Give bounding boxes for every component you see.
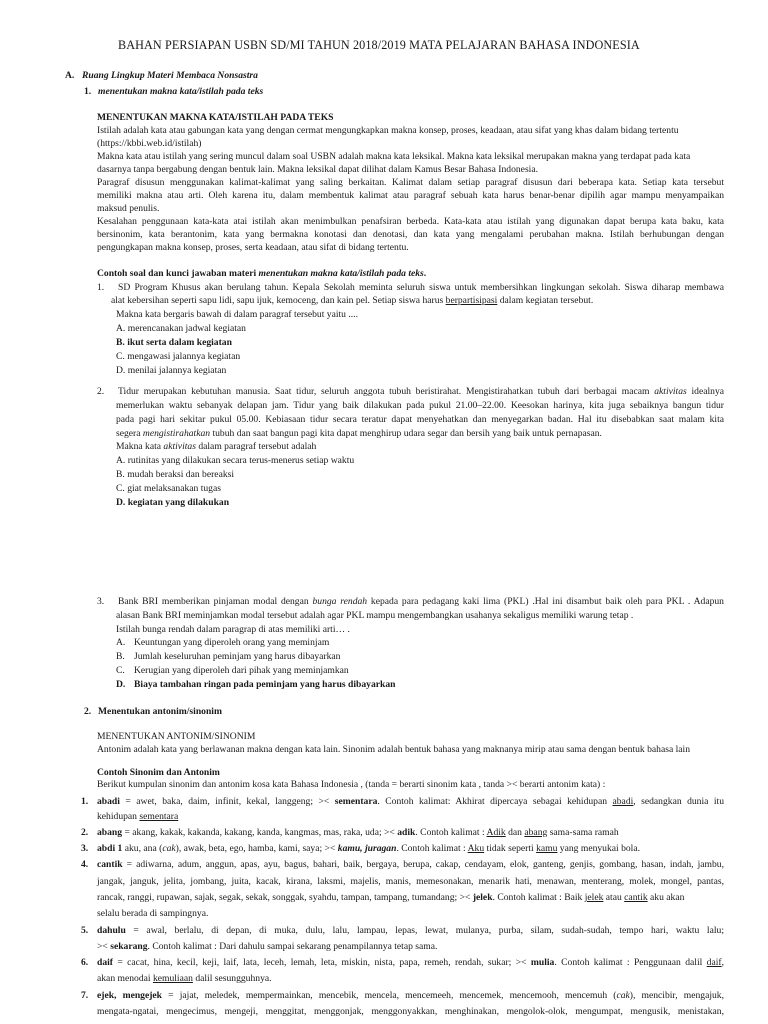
list-item-continued [97,892,684,904]
question-1-text: alat kebersihan seperti sapu lidi, sapu ijuk, kemoceng, dan kain pel. Setiap siswa harus [111,295,446,306]
list-item [97,957,724,969]
item-1-marker: 1. [84,86,92,97]
list-item [97,843,640,855]
question-3-option-c-letter: C. [116,665,125,676]
synonyms: aku, ana ( [122,843,163,854]
question-3-option-d-letter: D. [116,679,126,690]
underlined-term: abang [524,827,548,838]
question-2-option-a: A. rutinitas yang dilakukan secara terus-menerus setiap waktu [116,455,355,466]
question-2-option-c: C. giat melaksanakan tugas [116,483,221,494]
example: aku akan [647,892,685,903]
question-1-prompt: Makna kata bergaris bawah di dalam paragraf tersebut yaitu .... [116,309,358,320]
paragraph-line: Kesalahan penggunaan kata-kata atai istilah akan menimbulkan penafsiran berbeda. Kata-kata atau istilah yang digunakan dapat berupa kata baku, kata [97,216,724,227]
question-2-number: 2. [97,386,105,397]
example: . Contoh kalimat : Penggunaan dalil [554,957,707,968]
section-a-marker: A. [65,70,75,81]
example: . Contoh kalimat : [415,827,487,838]
examples-heading-lead: Contoh soal dan kunci jawaban materi [97,268,259,279]
question-2-line: memerlukan waktu sebanyak delapan jam. Tidur yang baik dilakukan pada pukul 21.00–22.00. Keesokan harinya, kita juga sebaiknya bangun tidur [116,400,724,411]
list-item-number: 2. [81,827,89,838]
question-2-text: Makna kata [116,441,164,452]
italic-term: cak [162,843,176,854]
underlined-term: kemuliaan [152,973,193,984]
italic-term: aktivitas [654,386,687,397]
list-item [97,925,724,937]
italic-term: mengistirahatkan [142,428,211,439]
definition: Antonim adalah kata yang berlawanan makna dengan kata lain. Sinonim adalah bentuk bahasa yang maknanya mirip atau sama dengan bentuk bahasa lain [97,744,691,755]
question-1-option-a: A. merencanakan jadwal kegiatan [116,323,246,334]
question-3-text: Bank BRI memberikan pinjaman modal dengan [118,596,313,607]
question-3-option-d-answer: Biaya tambahan ringan pada peminjam yang harus dibayarkan [134,679,396,690]
list-item-continued: jangak, janguk, jelita, jombang, juita, kacak, kirana, laksmi, majelis, manis, memesonakan, menarik hati, menawan, menterang, molek, mongel, pantas, [97,876,724,887]
underlined-term: jelek [584,892,604,903]
question-1-text: dalam kegiatan tersebut. [497,295,594,306]
italic-term: bunga rendah [312,596,368,607]
synonyms: rancak, ranggi, rupawan, sajak, segak, sekak, songgak, syahdu, tampan, tampang, tumandang; >< [97,892,473,903]
question-2-line: pada pagi hari sekitar pukul 05.00. Kebiasaan tidur secara teratur dapat menyehatkan dan menyegarkan badan. Hal itu disebabkan saat malam kita [116,414,724,425]
question-3-option-a-letter: A. [116,637,126,648]
section-2-title: MENENTUKAN ANTONIM/SINONIM [97,731,256,742]
underlined-term: Aku [467,843,485,854]
question-2-option-b: B. mudah beraksi dan bereaksi [116,469,235,480]
example: yang menyukai bola. [557,843,640,854]
list-item [97,859,724,871]
list-item-continued [97,973,272,985]
underlined-term: kamu [536,843,558,854]
headword: abang [97,827,123,838]
paragraph-line: (https://kbbi.web.id/istilah) [97,138,202,149]
example: , [721,957,724,968]
question-2-text: segera [116,428,143,439]
question-2-text: Tidur merupakan kebutuhan manusia. Saat tidur, seluruh anggota tubuh beristirahat. Mengistirahatkan tubuh dari berbagai macam [118,386,655,397]
question-2-text: dalam paragraf tersebut adalah [195,441,317,452]
list-item [97,796,724,808]
synonyms: ), mencibir, mengajuk, [629,990,725,1001]
item-2-marker: 2. [84,706,92,717]
question-1-number: 1. [97,282,105,293]
question-1-option-d: D. menilai jalannya kegiatan [116,365,227,376]
question-2-line [118,386,724,398]
synonyms: = jajat, meledek, mempermainkan, mencebik, mencela, mencemeeh, mencemek, mencemooh, mencemuh ( [162,990,617,1001]
antonym: jelek [472,892,493,903]
synonyms: = cacat, hina, kecil, keji, laif, lata, leceh, lemah, leta, miskin, nista, papa, remeh, rendah, sukar; >< [113,957,531,968]
list-item-continued [97,941,437,953]
antonym: sekarang [110,941,148,952]
antonym: kamu, juragan [337,843,397,854]
paragraph-line: Paragraf disusun menggunakan kalimat-kalimat yang saling berkaitan. Kalimat dalam setiap paragraf disusun dari beberapa kata. Setiap kata tersebut [97,177,724,188]
headword: cantik [97,859,123,870]
question-2-line [116,428,602,440]
list-item-continued: selalu berada di sampingnya. [97,908,209,919]
underlined-term: cantik [624,892,648,903]
list-item-number: 5. [81,925,89,936]
question-3-line [118,596,724,608]
section-1-title: MENENTUKAN MAKNA KATA/ISTILAH PADA TEKS [97,112,334,123]
paragraph-line: Istilah adalah kata atau gabungan kata yang dengan cermat mengungkapkan makna konsep, proses, keadaan, atau sifat yang khas dalam bidang tertentu [97,125,679,136]
example: tidak seperti [484,843,537,854]
headword: ejek, mengejek [97,990,163,1001]
italic-term: aktivitas [163,441,196,452]
examples-heading-2: Contoh Sinonim dan Antonim [97,767,220,778]
example: . Contoh kalimat : Baik [492,892,585,903]
question-3-prompt: Istilah bunga rendah dalam paragrap di atas memiliki arti… . [116,624,350,635]
question-2-option-d-answer: D. kegiatan yang dilakukan [116,497,230,508]
headword: daif [97,957,113,968]
item-1-heading: menentukan makna kata/istilah pada teks [98,86,264,97]
synonyms: = adiwarna, adum, anggun, apas, ayu, bagus, bahari, baik, bergaya, berupa, cakap, cendayam, elok, ganteng, genjis, gombang, hasan, indah, jambu, [122,859,724,870]
question-3-option-a: Keuntungan yang diperoleh orang yang meminjam [134,637,330,648]
question-2-text: tubuh dan saat bangun pagi kita dapat menghirup udara segar dan bersih yang baik untuk pernapasan. [210,428,602,439]
antonym: sementara [334,796,378,807]
italic-term: cak [616,990,630,1001]
example: . Contoh kalimat : [396,843,468,854]
example: akan menodai [97,973,153,984]
examples-heading [97,268,426,280]
headword: dahulu [97,925,126,936]
paragraph-line: memiliki makna atau arti. Oleh karena itu, dalam membentuk kalimat atau paragraf sebuah kata harus benar-benar dipilih agar mampu menyampaikan [97,190,724,201]
paragraph-line: pengungkapan makna konsep, proses, serta keadaan, atau sifat di bidang tertentu. [97,242,409,253]
examples-heading-topic: menentukan makna kata/istilah pada teks [258,268,424,279]
question-2-prompt [116,441,316,453]
underlined-term: Adik [486,827,506,838]
synonyms: = awet, baka, daim, infinit, kekal, langgeng; >< [119,796,335,807]
question-2-text: idealnya [686,386,724,397]
list-item-number: 7. [81,990,89,1001]
example: kehidupan [97,811,140,822]
example: atau [603,892,625,903]
list-item [97,990,724,1002]
underlined-term: abadi [612,796,634,807]
example: sama-sama ramah [547,827,619,838]
paragraph-line: Makna kata atau istilah yang sering muncul dalam soal USBN adalah makna kata leksikal. Makna kata leksikal merupakan makna yang terdapat pada kata [97,151,691,162]
question-3-text: kepada para pedagang kaki lima (PKL) .Hal ini disambut baik oleh para PKL . Adapun [367,596,724,607]
question-1-line: SD Program Khusus akan berulang tahun. Kepala Sekolah meminta seluruh siswa untuk membersihkan lingkungan sekolah. Siswa diharap membawa [118,282,724,293]
page-title: BAHAN PERSIAPAN USBN SD/MI TAHUN 2018/2019 MATA PELAJARAN BAHASA INDONESIA [118,38,640,52]
synonyms: = akang, kakak, kakanda, kakang, kanda, kangmas, mas, raka, uda; >< [122,827,398,838]
underlined-term: sementara [139,811,179,822]
antonym: mulia [530,957,555,968]
question-1-line [111,295,593,307]
list-item [97,827,619,839]
question-3-option-b-letter: B. [116,651,125,662]
question-3-line: alasan Bank BRI meminjamkan modal tersebut adalah agar PKL mampu mengembangkan usahanya sekaligus memiliki warung tetap . [116,610,634,621]
list-item-continued: mengata-ngatai, mengecimus, mengeji, menggitat, menggonjak, menggonyakkan, menghinakan, mengolok-olok, mengumpat, mengusik, menistakan, [97,1006,724,1017]
synonyms: = awal, berlalu, di depan, di muka, dulu, lalu, lampau, lepas, lewat, mulanya, purba, silam, sudah-sudah, tempo hari, waktu lalu; [125,925,724,936]
headword: abdi 1 [97,843,123,854]
synonyms: ), awak, beta, ego, hamba, kami, saya; >< [175,843,338,854]
paragraph-line: dasarnya tanpa bergabung dengan bentuk lain. Makna leksikal dapat dilihat dalam Kamus Besar Bahasa Indonesia. [97,164,538,175]
question-3-option-b: Jumlah keseluruhan peminjam yang harus dibayarkan [134,651,341,662]
list-item-number: 6. [81,957,89,968]
item-2-heading: Menentukan antonim/sinonim [98,706,222,717]
paragraph-line: maksud penulis. [97,203,160,214]
list-item-number: 3. [81,843,89,854]
paragraph-line: bersinonim, kata berantonim, kata yang bermakna konotasi dan denotasi, dan kata yang mengalami perubahan makna. Istilah berhubungan dengan [97,229,724,240]
list-item-number: 1. [81,796,89,807]
example: dan [505,827,525,838]
underlined-term: daif [706,957,722,968]
question-1-option-b-answer: B. ikut serta dalam kegiatan [116,337,232,348]
section-a-heading: Ruang Lingkup Materi Membaca Nonsastra [82,70,258,81]
examples-heading-end: . [423,268,427,279]
list-item-number: 4. [81,859,89,870]
question-3-option-c: Kerugian yang diperoleh dari pihak yang meminjamkan [134,665,349,676]
intro-text: Berikut kumpulan sinonim dan antonim kosa kata Bahasa Indonesia , (tanda = berarti sinonim kata , tanda >< berarti antonim kata) : [97,779,606,790]
question-3-number: 3. [97,596,105,607]
antonym: adik [397,827,416,838]
example: . Contoh kalimat: Akhirat dipercaya sebagai kehidupan [377,796,613,807]
synonyms: >< [97,941,111,952]
example: , sedangkan dunia itu [633,796,724,807]
list-item-continued [97,811,178,823]
headword: abadi [97,796,120,807]
example: . Contoh kalimat : Dari dahulu sampai sekarang penampilannya tetap sama. [147,941,438,952]
underlined-term: berpartisipasi [445,295,498,306]
question-1-option-c: C. mengawasi jalannya kegiatan [116,351,241,362]
example: dalil sesungguhnya. [192,973,272,984]
